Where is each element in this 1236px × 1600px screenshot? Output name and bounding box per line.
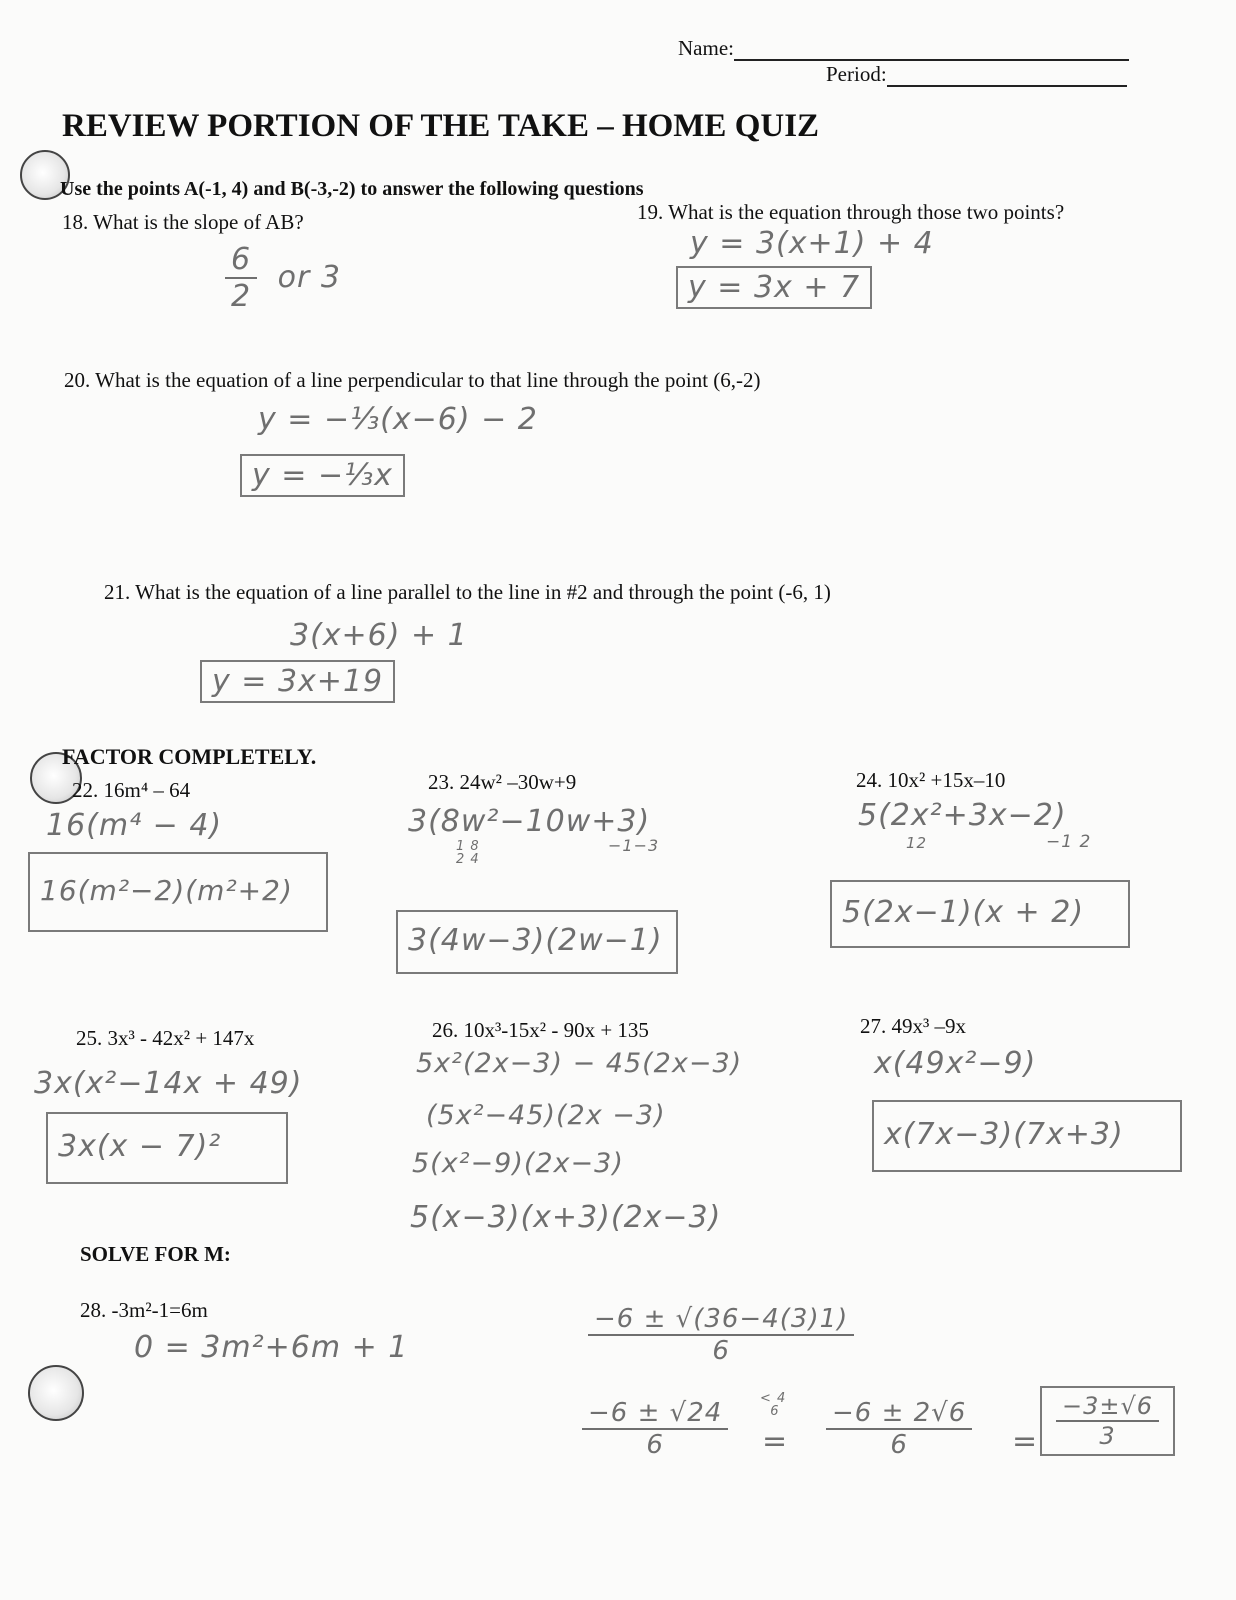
q28-step3-fraction bbox=[826, 1398, 972, 1460]
q28-step1 bbox=[588, 1304, 854, 1366]
q21-prompt: 21. What is the equation of a line parallel to the line in #2 and through the point (-6, 1) bbox=[104, 580, 831, 604]
q21-answer: y = 3x+19 bbox=[200, 660, 395, 703]
q22-answer: 16(m²−2)(m²+2) bbox=[28, 852, 328, 932]
q21-work: 3(x+6) + 1 bbox=[290, 618, 468, 653]
q27-answer: x(7x−3)(7x+3) bbox=[872, 1100, 1182, 1172]
q18-answer bbox=[225, 242, 341, 314]
q19-work: y = 3(x+1) + 4 bbox=[690, 226, 934, 261]
q27-work: x(49x²−9) bbox=[874, 1046, 1037, 1081]
q22-label: 22. 16m⁴ – 64 bbox=[72, 778, 191, 802]
q28-step1-fraction bbox=[588, 1304, 854, 1366]
q24-note-b: −1 2 bbox=[1046, 832, 1092, 852]
q23-note-a: 1 8 2 4 bbox=[456, 839, 480, 867]
q28-final-answer bbox=[1040, 1386, 1175, 1456]
q28-equals-1: = bbox=[762, 1424, 789, 1459]
q26-label: 26. 10x³-15x² - 90x + 135 bbox=[432, 1018, 649, 1042]
q28-label: 28. -3m²-1=6m bbox=[80, 1298, 208, 1322]
q26-line-2: (5x²−45)(2x −3) bbox=[426, 1100, 666, 1131]
q28-step2-note: < 4 6 bbox=[760, 1391, 787, 1419]
q24-work: 5(2x²+3x−2) bbox=[858, 798, 1067, 833]
q28-step3 bbox=[826, 1398, 972, 1460]
q23-work: 3(8w²−10w+3) bbox=[408, 804, 651, 839]
q28-step1-denominator: 6 bbox=[712, 1336, 730, 1366]
q28-step2-numerator: −6 ± √24 bbox=[588, 1398, 723, 1428]
q27-label: 27. 49x³ –9x bbox=[860, 1014, 967, 1038]
q28-step3-numerator: −6 ± 2√6 bbox=[832, 1398, 967, 1428]
q23-label: 23. 24w² –30w+9 bbox=[428, 770, 577, 794]
factor-heading: FACTOR COMPLETELY. bbox=[62, 744, 317, 769]
q25-label: 25. 3x³ - 42x² + 147x bbox=[76, 1026, 255, 1050]
q25-answer: 3x(x − 7)² bbox=[46, 1112, 288, 1184]
q18-rest: or 3 bbox=[277, 259, 341, 295]
q23-note-b: −1−3 bbox=[608, 836, 660, 855]
name-field bbox=[678, 36, 1129, 61]
q20-work: y = −⅓(x−6) − 2 bbox=[258, 402, 538, 437]
period-field bbox=[826, 62, 1127, 87]
name-label: Name: bbox=[678, 36, 734, 60]
q24-label: 24. 10x² +15x–10 bbox=[856, 768, 1006, 792]
q28-step2 bbox=[582, 1398, 728, 1460]
name-line bbox=[734, 41, 1129, 61]
q28-step3-denominator: 6 bbox=[890, 1430, 908, 1460]
q28-equals-2: = bbox=[1012, 1424, 1039, 1459]
q26-line-1: 5x²(2x−3) − 45(2x−3) bbox=[416, 1048, 743, 1079]
q18-numerator: 6 bbox=[231, 242, 252, 277]
page-title: REVIEW PORTION OF THE TAKE – HOME QUIZ bbox=[62, 108, 820, 144]
punch-hole-bottom bbox=[28, 1365, 84, 1421]
q19-answer: y = 3x + 7 bbox=[676, 266, 872, 309]
q18-denominator: 2 bbox=[231, 279, 252, 314]
q18-prompt: 18. What is the slope of AB? bbox=[62, 210, 304, 234]
q28-final-denominator: 3 bbox=[1099, 1422, 1116, 1450]
q28-final-numerator: −3±√6 bbox=[1062, 1392, 1154, 1420]
q22-work: 16(m⁴ − 4) bbox=[46, 808, 223, 843]
q26-line-4: 5(x−3)(x+3)(2x−3) bbox=[410, 1200, 722, 1235]
q20-answer: y = −⅓x bbox=[240, 454, 405, 497]
q24-answer: 5(2x−1)(x + 2) bbox=[830, 880, 1130, 948]
solve-heading: SOLVE FOR M: bbox=[80, 1242, 231, 1266]
q20-prompt: 20. What is the equation of a line perpendicular to that line through the point (6,-2) bbox=[64, 368, 761, 392]
q24-note-a: 12 bbox=[906, 834, 928, 852]
q26-line-3: 5(x²−9)(2x−3) bbox=[412, 1148, 624, 1179]
period-label: Period: bbox=[826, 62, 887, 86]
q28-step1-numerator: −6 ± √(36−4(3)1) bbox=[594, 1304, 849, 1334]
q28-final-fraction bbox=[1056, 1392, 1159, 1450]
q25-work: 3x(x²−14x + 49) bbox=[34, 1066, 303, 1101]
instruction-text: Use the points A(-1, 4) and B(-3,-2) to answer the following questions bbox=[60, 178, 644, 200]
q19-prompt: 19. What is the equation through those two points? bbox=[637, 200, 1065, 224]
q28-step2-denominator: 6 bbox=[646, 1430, 664, 1460]
period-line bbox=[887, 67, 1127, 87]
q18-fraction bbox=[225, 242, 257, 314]
q28-work: 0 = 3m²+6m + 1 bbox=[134, 1330, 409, 1365]
q23-answer: 3(4w−3)(2w−1) bbox=[396, 910, 678, 974]
q28-step2-fraction bbox=[582, 1398, 728, 1460]
